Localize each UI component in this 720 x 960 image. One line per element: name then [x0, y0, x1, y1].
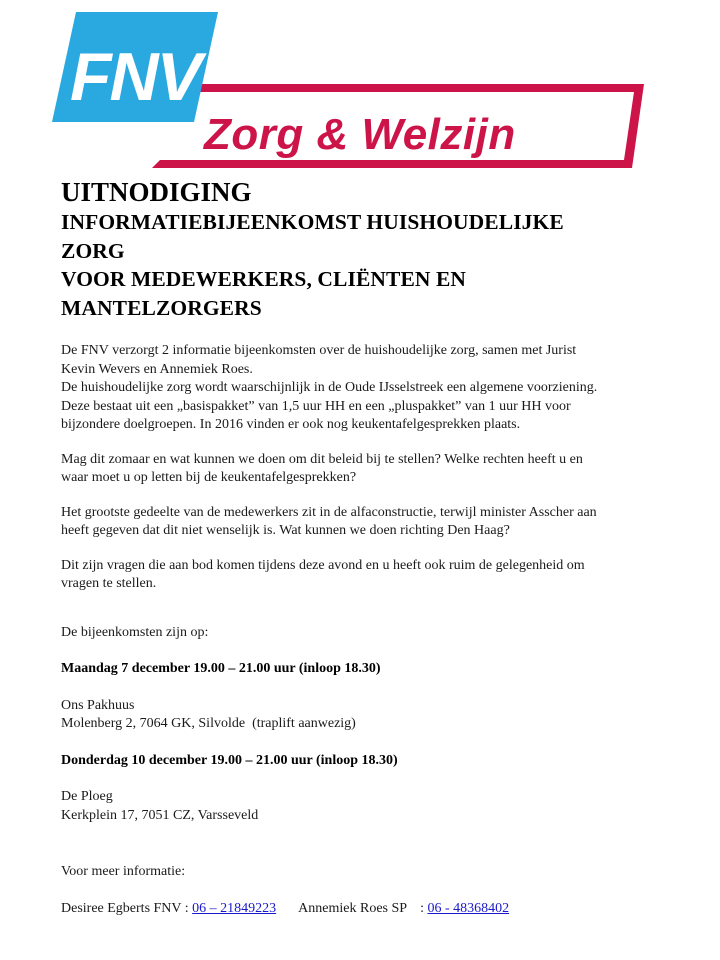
event-1-date: Maandag 7 december 19.00 – 21.00 uur (inloop 18.30)	[61, 661, 381, 676]
paragraph-line: bijzondere doelgroepen. In 2016 vinden er ook nog keukentafelgesprekken plaats.	[61, 417, 521, 432]
heading-title: UITNODIGING	[61, 177, 252, 207]
paragraph-line: Kevin Wevers en Annemiek Roes.	[61, 361, 253, 377]
event-2-date: Donderdag 10 december 19.00 – 21.00 uur (inloop 18.30)	[61, 752, 398, 768]
heading-line-3: VOOR MEDEWERKERS, CLIËNTEN EN	[61, 267, 467, 291]
contact-line	[61, 900, 509, 918]
heading-line-4: MANTELZORGERS	[61, 295, 262, 320]
heading-line-1: INFORMATIEBIJEENKOMST HUISHOUDELIJKE	[61, 210, 564, 234]
logo-fnv-text: FNV	[70, 39, 200, 115]
paragraph-line: Het grootste gedeelte van de medewerkers zit in de alfaconstructie, terwijl minister Asscher aan	[61, 504, 597, 520]
contact-person-2: Annemiek Roes SP	[298, 901, 408, 916]
fnv-zorg-welzijn-logo	[0, 0, 720, 180]
event-1-address: Molenberg 2, 7064 GK, Silvolde (traplift aanwezig)	[61, 716, 356, 731]
heading-line-2: ZORG	[61, 238, 125, 263]
paragraph-line: heeft gegeven dat dit niet wenselijk is. Wat kunnen we doen richting Den Haag?	[61, 523, 510, 538]
contact-person-1: Desiree Egberts FNV :	[61, 901, 193, 916]
paragraph-line: De huishoudelijke zorg wordt waarschijnlijk in de Oude IJsselstreek een algemene voorziening.	[61, 380, 598, 395]
logo-subtitle-text: Zorg & Welzijn	[204, 110, 516, 159]
events-intro: De bijeenkomsten zijn op:	[61, 624, 209, 640]
event-2-address: Kerkplein 17, 7051 CZ, Varsseveld	[61, 807, 259, 823]
contact-intro: Voor meer informatie:	[61, 864, 186, 879]
paragraph-line: De FNV verzorgt 2 informatie bijeenkomsten over de huishoudelijke zorg, samen met Jurist	[61, 343, 577, 358]
paragraph-line: vragen te stellen.	[61, 576, 157, 591]
invitation-body	[61, 342, 701, 825]
invitation-heading	[61, 176, 681, 322]
paragraph-line: Mag dit zomaar en wat kunnen we doen om dit beleid bij te stellen? Welke rechten heeft u en	[61, 451, 583, 467]
phone-link-2[interactable]: 06 - 48368402	[427, 901, 510, 916]
event-1-venue: Ons Pakhuus	[61, 697, 135, 713]
paragraph-line: Deze bestaat uit een „basispakket” van 1,5 uur HH en een „pluspakket” van 1 uur HH voor	[61, 398, 571, 414]
paragraph-line: waar moet u op letten bij de keukentafelgesprekken?	[61, 470, 357, 485]
phone-link-1[interactable]: 06 – 21849223	[192, 901, 277, 916]
paragraph-line: Dit zijn vragen die aan bod komen tijdens deze avond en u heeft ook ruim de gelegenheid om	[61, 557, 585, 573]
contact-colon-2: :	[420, 901, 428, 916]
event-2-venue: De Ploeg	[61, 789, 113, 804]
